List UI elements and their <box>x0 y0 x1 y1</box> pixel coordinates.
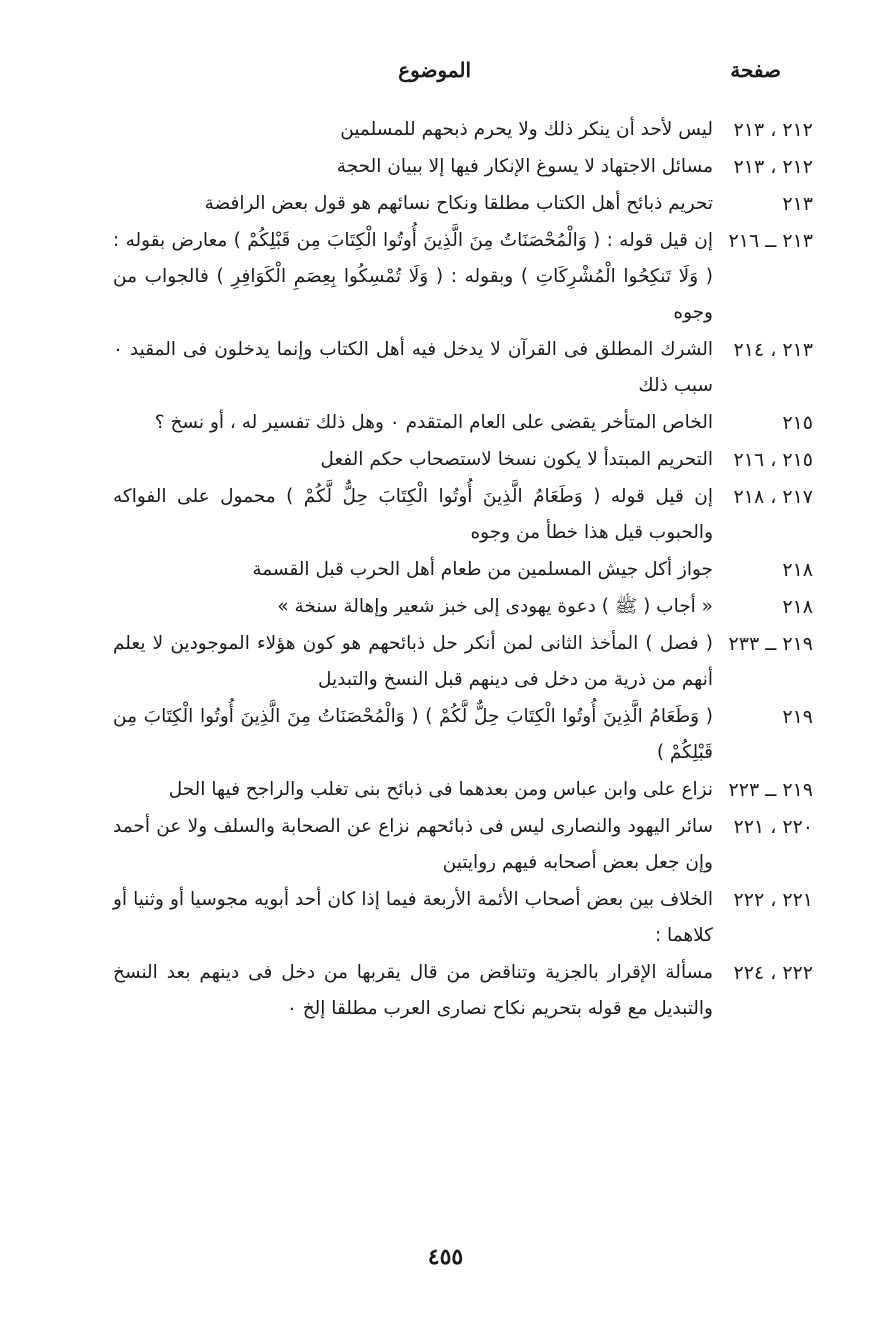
index-entry <box>113 699 813 771</box>
entry-page-numbers: ٢١٩ ــ ٢٢٣ <box>728 779 813 801</box>
entry-topic: التحريم المبتدأ لا يكون نسخا لاستصحاب حكم الفعل <box>320 449 713 470</box>
index-entries <box>113 112 813 1028</box>
entry-page-numbers: ٢١٩ <box>782 706 813 728</box>
entry-topic: ( وَطَعَامُ الَّذِينَ أُوتُوا الْكِتَابَ حِلٌّ لَّكُمْ ) ( وَالْمُحْصَنَاتُ مِنَ الَّذِينَ أُوتُوا الْكِتَابَ مِن قَبْلِكُمْ ) <box>113 706 713 763</box>
entry-page-numbers: ٢٢١ ، ٢٢٢ <box>733 889 813 911</box>
page-column-label: صفحة <box>730 58 781 82</box>
entry-topic: مسائل الاجتهاد لا يسوغ الإنكار فيها إلا ببيان الحجة <box>336 156 713 177</box>
index-entry <box>113 112 813 148</box>
entry-page-numbers: ٢١٥ <box>782 412 813 434</box>
index-entry <box>113 809 813 881</box>
entry-topic: مسألة الإقرار بالجزية وتناقض من قال يقربها من دخل فى دينهم بعد النسخ والتبديل مع قوله بتحريم نكاح نصارى العرب مطلقا إلخ ٠ <box>113 962 713 1019</box>
entry-page-numbers: ٢١٢ ، ٢١٣ <box>733 119 813 141</box>
index-entry <box>113 479 813 551</box>
entry-page-numbers: ٢١٨ <box>782 559 813 581</box>
entry-page-numbers: ٢١٣ <box>782 193 813 215</box>
index-entry <box>113 223 813 331</box>
index-entry <box>113 405 813 441</box>
entry-page-numbers: ٢١٧ ، ٢١٨ <box>733 486 813 508</box>
entry-page-numbers: ٢١٣ ــ ٢١٦ <box>728 230 813 252</box>
entry-page-numbers: ٢١٥ ، ٢١٦ <box>733 449 813 471</box>
topic-column-label: الموضوع <box>398 58 471 82</box>
entry-topic: إن قيل قوله ( وَطَعَامُ الَّذِينَ أُوتُوا الْكِتَابَ حِلٌّ لَّكُمْ ) محمول على الفواكه والحبوب قيل هذا خطأ من وجوه <box>113 486 713 543</box>
page-number: ٤٥٥ <box>427 1244 464 1270</box>
entry-topic: نزاع على وابن عباس ومن بعدهما فى ذبائح بنى تغلب والراجح فيها الحل <box>168 779 713 800</box>
entry-topic: تحريم ذبائح أهل الكتاب مطلقا ونكاح نسائهم هو قول بعض الرافضة <box>204 193 713 214</box>
index-entry <box>113 186 813 222</box>
index-entry <box>113 626 813 698</box>
index-entry <box>113 772 813 808</box>
entry-page-numbers: ٢٢٠ ، ٢٢١ <box>733 816 813 838</box>
entry-topic: « أجاب ( ﷺ ) دعوة يهودى إلى خبز شعير وإهالة سنخة » <box>277 596 713 617</box>
entry-topic: الشرك المطلق فى القرآن لا يدخل فيه أهل الكتاب وإنما يدخلون فى المقيد ٠ سبب ذلك <box>113 339 713 396</box>
entry-topic: سائر اليهود والنصارى ليس فى ذبائحهم نزاع عن الصحابة والسلف ولا عن أحمد وإن جعل بعض أصحابه فيهم روايتين <box>113 816 713 873</box>
index-entry <box>113 552 813 588</box>
entry-page-numbers: ٢١٩ ــ ٢٣٣ <box>728 633 813 655</box>
entry-page-numbers: ٢١٢ ، ٢١٣ <box>733 156 813 178</box>
entry-topic: الخلاف بين بعض أصحاب الأئمة الأربعة فيما إذا كان أحد أبويه مجوسيا أو وثنيا أو كلاهما : <box>113 889 713 946</box>
index-entry <box>113 882 813 954</box>
index-entry <box>113 332 813 404</box>
entry-topic: جواز أكل جيش المسلمين من طعام أهل الحرب قبل القسمة <box>252 559 713 580</box>
entry-page-numbers: ٢١٣ ، ٢١٤ <box>733 339 813 361</box>
entry-page-numbers: ٢١٨ <box>782 596 813 618</box>
entry-page-numbers: ٢٢٢ ، ٢٢٤ <box>733 962 813 984</box>
index-entry <box>113 442 813 478</box>
index-entry <box>113 149 813 185</box>
index-entry <box>113 955 813 1027</box>
column-header <box>0 58 891 94</box>
entry-topic: الخاص المتأخر يقضى على العام المتقدم ٠ وهل ذلك تفسير له ، أو نسخ ؟ <box>154 412 713 433</box>
index-entry <box>113 589 813 625</box>
entry-topic: ( فصل ) المأخذ الثانى لمن أنكر حل ذبائحهم هو كون هؤلاء الموجودين لا يعلم أنهم من ذرية من دخل فى دينهم قبل النسخ والتبديل <box>113 633 713 690</box>
entry-topic: إن قيل قوله : ( وَالْمُحْصَنَاتُ مِنَ الَّذِينَ أُوتُوا الْكِتَابَ مِن قَبْلِكُمْ ) معارض بقوله : ( وَلَا تَنكِحُوا الْمُشْرِكَاتِ ) وبقوله : ( وَلَا تُمْسِكُوا بِعِصَمِ الْكَوَافِرِ ) فالجواب من وجوه <box>113 230 713 323</box>
entry-topic: ليس لأحد أن ينكر ذلك ولا يحرم ذبحهم للمسلمين <box>340 119 713 140</box>
